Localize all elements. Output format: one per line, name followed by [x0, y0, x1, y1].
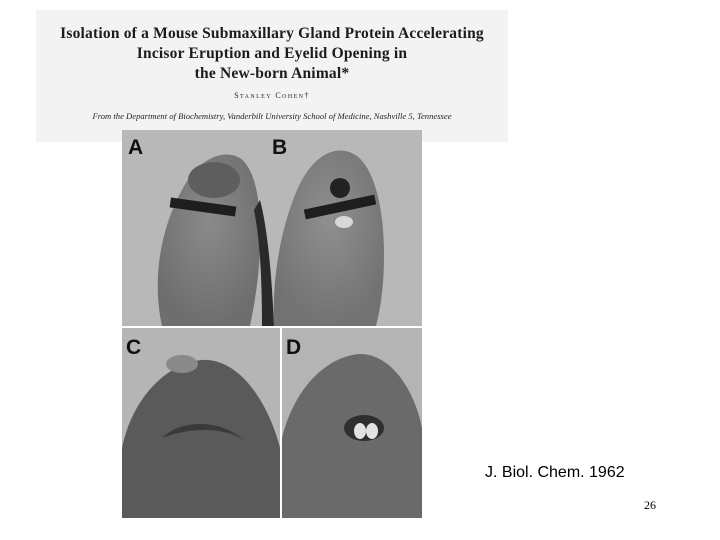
- panel-label-c: C: [126, 336, 142, 359]
- mouse-head-c-illustration: [122, 328, 280, 518]
- title-line: Incisor Eruption and Eyelid Opening in: [136, 45, 408, 62]
- panel-label-b: B: [272, 136, 288, 159]
- title-line: Isolation of a Mouse Submaxillary Gland Protein Accelerating: [60, 25, 484, 42]
- citation-text: J. Biol. Chem. 1962: [485, 464, 625, 481]
- article-affiliation: From the Department of Biochemistry, Vanderbilt University School of Medicine, Nashville 5, Tennessee: [92, 111, 452, 121]
- photo-panel-d: [282, 328, 422, 518]
- mouse-head-d-illustration: [282, 328, 422, 518]
- article-header: [36, 10, 508, 142]
- panel-label-a: A: [128, 136, 144, 159]
- article-author: Stanley Cohen†: [234, 91, 310, 100]
- photo-panel-c: [122, 328, 280, 518]
- photo-panels-ab: [122, 130, 422, 326]
- page-number: 26: [644, 498, 656, 512]
- article-title: [36, 24, 508, 84]
- panel-label-d: D: [286, 336, 302, 359]
- title-line: the New-born Animal*: [194, 65, 350, 82]
